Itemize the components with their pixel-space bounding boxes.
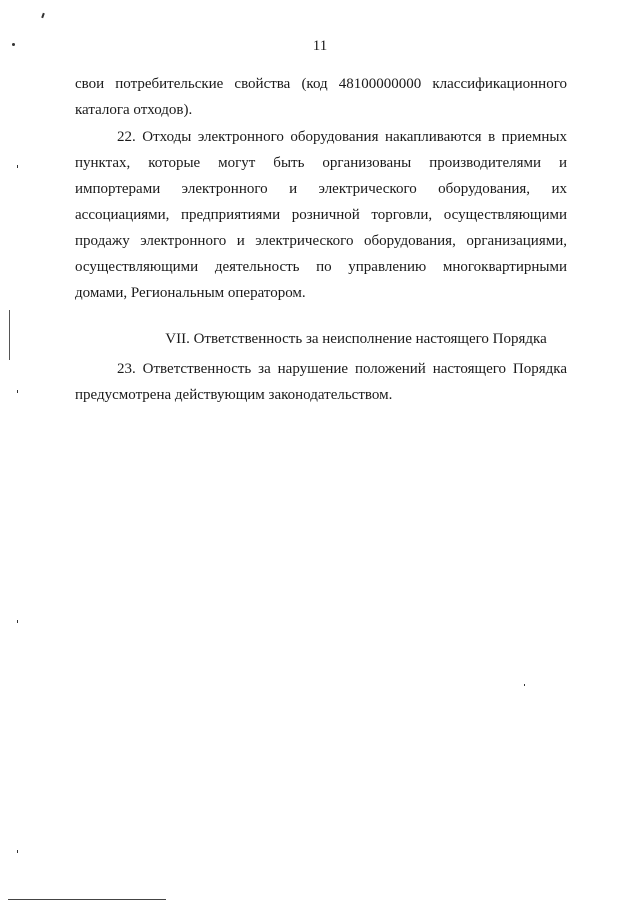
paragraph-22-first-line: 22. Отходы электронного оборудования накапливаются в приемных [117,129,567,145]
section-heading: VII. Ответственность за неисполнение настоящего Порядка [165,331,547,347]
scan-speck [17,850,18,853]
text-line: пунктах, которые могут быть организованы производителями и [75,155,567,171]
scan-speck [41,13,45,18]
text-line: домами, Региональным оператором. [75,285,306,301]
text-line: импортерами электронного и электрического оборудования, их [75,181,567,197]
scan-speck [524,684,525,686]
page-number: 11 [312,38,328,54]
paragraph-23-first-line: 23. Ответственность за нарушение положений настоящего Порядка [117,361,567,377]
bottom-rule [8,899,166,900]
text-line: свои потребительские свойства (код 48100000000 классификационного [75,76,567,92]
scan-speck [17,620,18,623]
text-line: осуществляющими деятельность по управлению многоквартирными [75,259,567,275]
text-line: ассоциациями, предприятиями розничной торговли, осуществляющими [75,207,567,223]
text-line: продажу электронного и электрического оборудования, организациями, [75,233,567,249]
scan-speck [17,165,18,168]
text-line: каталога отходов). [75,102,193,118]
text-line: предусмотрена действующим законодательством. [75,387,393,403]
scan-speck [17,390,18,393]
